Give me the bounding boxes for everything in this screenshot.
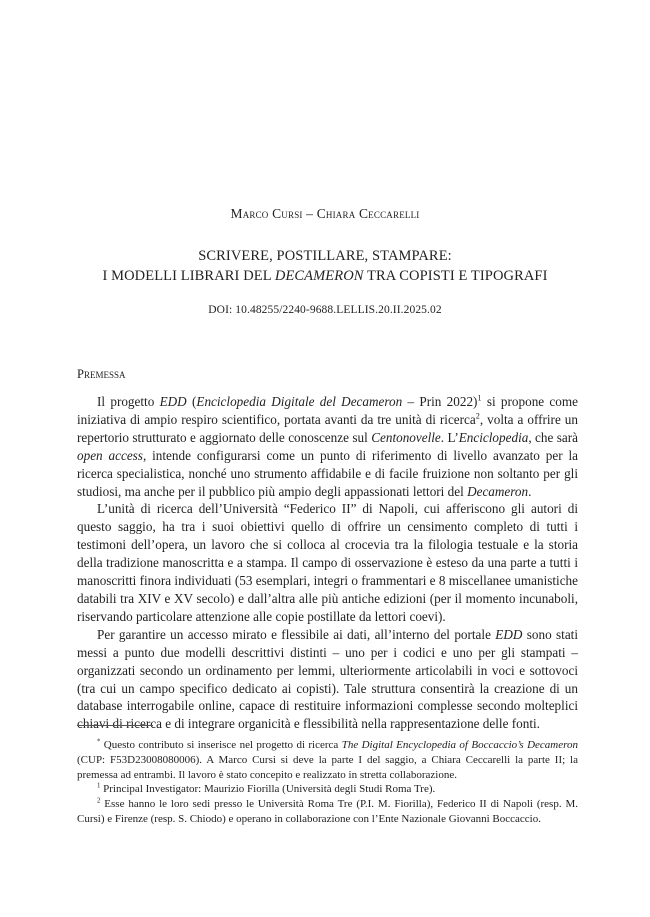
footnote-mark: 2 bbox=[97, 797, 101, 805]
italic-run: EDD bbox=[159, 394, 187, 409]
text-run: . L’ bbox=[440, 429, 459, 445]
author-name: Marco Cursi bbox=[230, 206, 303, 221]
text-run: Per garantire un accesso mirato e flessibile ai dati, all’interno del portale bbox=[97, 626, 496, 642]
doi: DOI: 10.48255/2240-9688.LELLIS.20.II.2025.02 bbox=[208, 304, 442, 316]
section-heading: Premessa bbox=[77, 367, 126, 381]
footnote bbox=[77, 738, 578, 782]
author-name: Chiara Ceccarelli bbox=[316, 206, 420, 221]
text-run: Principal Investigator: Maurizio Fiorilla (Università degli Studi Roma Tre). bbox=[100, 783, 436, 796]
title-text: I MODELLI LIBRARI DEL bbox=[102, 268, 275, 284]
title-italic: DECAMERON bbox=[274, 268, 364, 284]
footnote-ref[interactable]: 1 bbox=[477, 393, 482, 403]
italic-run: Enciclopedia Digitale del Decameron bbox=[196, 394, 403, 409]
footnote bbox=[77, 797, 578, 827]
italic-run: Decameron bbox=[467, 483, 529, 499]
paragraph bbox=[77, 626, 578, 733]
text-run: , volta a offrire un repertorio strutturato e aggiornato delle conoscenze sul bbox=[77, 411, 578, 445]
paragraph: L’unità di ricerca dell’Università “Federico II” di Napoli, cui afferiscono gli autori di questo saggio, ha tra i suoi obiettivi quello di offrire un censimento completo di tutti i testimoni dell’opera, un lavoro che si colloca al crocevia tra la filologia testuale e la storia della tradizione manoscritta e a stampa. Il campo di osservazione è esteso da una parte a tutti i manoscritti finora individuati (53 esemplari, integri o frammentari e 8 miscellanee umanistiche databili tra XIV e XV secolo) e dall’altra alle più antiche edizioni (per il momento incunaboli, riservando particolare attenzione alle copie postillate da lettori coevi). bbox=[77, 501, 578, 624]
footnote-ref[interactable]: 2 bbox=[475, 411, 480, 421]
title-text: TRA COPISTI E TIPOGRAFI bbox=[363, 268, 548, 284]
text-run: Il progetto bbox=[97, 394, 160, 409]
text-run: (CUP: F53D23008080006). A Marco Cursi si deve la parte I del saggio, a Chiara Ceccarelli la parte II; la premessa ad entrambi. Il lavoro è stato concepito e realizzato in stretta collaborazione. bbox=[77, 753, 578, 781]
footnote bbox=[77, 782, 578, 797]
title-line: SCRIVERE, POSTILLARE, STAMPARE: bbox=[198, 248, 452, 264]
paragraph bbox=[77, 393, 578, 500]
italic-run: EDD bbox=[495, 626, 523, 642]
footnote-divider bbox=[77, 725, 153, 726]
text-run: , intende configurarsi come un punto di riferimento di livello avanzato per la ricerca specialistica, nonché uno strumento affidabile e di facile fruizione non soltanto per gli studiosi, ma anche per il pubblico più ampio degli appassionati lettori del bbox=[77, 447, 578, 499]
article-title bbox=[0, 246, 650, 286]
italic-run: open access bbox=[77, 447, 143, 463]
italic-run: The Digital Encyclopedia of Boccaccio’s Decameron bbox=[341, 739, 579, 751]
text-run: Questo contributo si inserisce nel progetto di ricerca bbox=[100, 739, 342, 751]
footnotes bbox=[77, 738, 578, 827]
authors-line bbox=[0, 206, 650, 222]
italic-run: Centonovelle bbox=[371, 429, 441, 445]
footnote-mark: * bbox=[97, 738, 101, 746]
text-run: Esse hanno le loro sedi presso le Università Roma Tre (P.I. M. Fiorilla), Federico II di Napoli (resp. M. Cursi) e Firenze (resp. S. Chiodo) e operano in collaborazione con l’Ente Nazionale Giovanni Boccaccio. bbox=[77, 798, 578, 825]
italic-run: Enciclopedia bbox=[458, 429, 529, 445]
body-text bbox=[77, 393, 578, 733]
author-separator: – bbox=[302, 206, 317, 221]
text-run: . bbox=[528, 483, 532, 499]
text-run: ( bbox=[186, 394, 197, 409]
text-run: , che sarà bbox=[528, 429, 579, 445]
text-run: si propone come iniziativa di ampio respiro scientifico, portata avanti da tre unità di ricerca bbox=[77, 394, 578, 427]
title-line bbox=[0, 266, 650, 286]
text-run: – Prin 2022) bbox=[402, 394, 478, 409]
footnote-mark: 1 bbox=[97, 782, 101, 790]
text-run: sono stati messi a punto due modelli descrittivi distinti – uno per i codici e uno per gli stampati – organizzati secondo un ordinamento per lemmi, ulteriormente articolabili in voci e sottovoci (tra cui un campo specifico dedicato ai copisti). Tale struttura consentirà la creazione di un database interrogabile online, capace di restituire informazioni complesse secondo molteplici chiavi di ricerca e di integrare organicità e flessibilità nella rappresentazione delle fonti. bbox=[77, 626, 579, 732]
